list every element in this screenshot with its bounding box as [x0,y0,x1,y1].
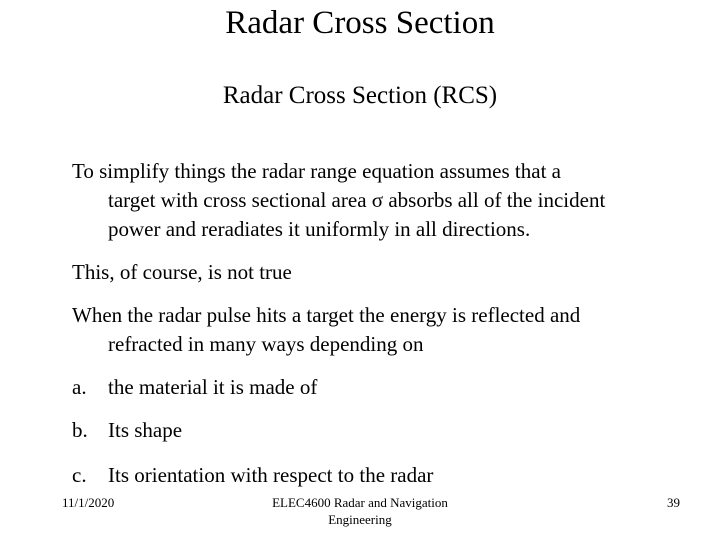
paragraph-line: refracted in many ways depending on [108,332,424,356]
footer-page-number: 39 [667,495,680,510]
slide-subtitle: Radar Cross Section (RCS) [222,82,498,109]
list-item-text: the material it is made of [108,375,318,399]
footer-date: 11/1/2020 [62,495,115,510]
paragraph-not-true [72,258,692,287]
list-marker: b. [72,418,88,442]
list-item-material [72,373,317,402]
paragraph-line: target with cross sectional area σ absorbs all of the incident [108,188,606,212]
paragraph-reflection [72,301,692,359]
list-item-orientation [72,461,433,490]
slide-title: Radar Cross Section [225,5,495,41]
footer-course [230,494,490,528]
paragraph-line: When the radar pulse hits a target the energy is reflected and [72,303,581,327]
list-marker: a. [72,375,87,399]
paragraph-assumption [72,157,692,244]
footer-course-line: ELEC4600 Radar and Navigation [272,495,448,510]
paragraph-line: power and reradiates it uniformly in all directions. [108,217,531,241]
list-item-text: Its orientation with respect to the radar [108,463,434,487]
list-item-shape [72,416,182,445]
paragraph-line: This, of course, is not true [72,260,292,284]
paragraph-line: To simplify things the radar range equation assumes that a [72,159,561,183]
list-marker: c. [72,463,87,487]
list-item-text: Its shape [108,418,183,442]
footer-course-line: Engineering [328,512,392,527]
